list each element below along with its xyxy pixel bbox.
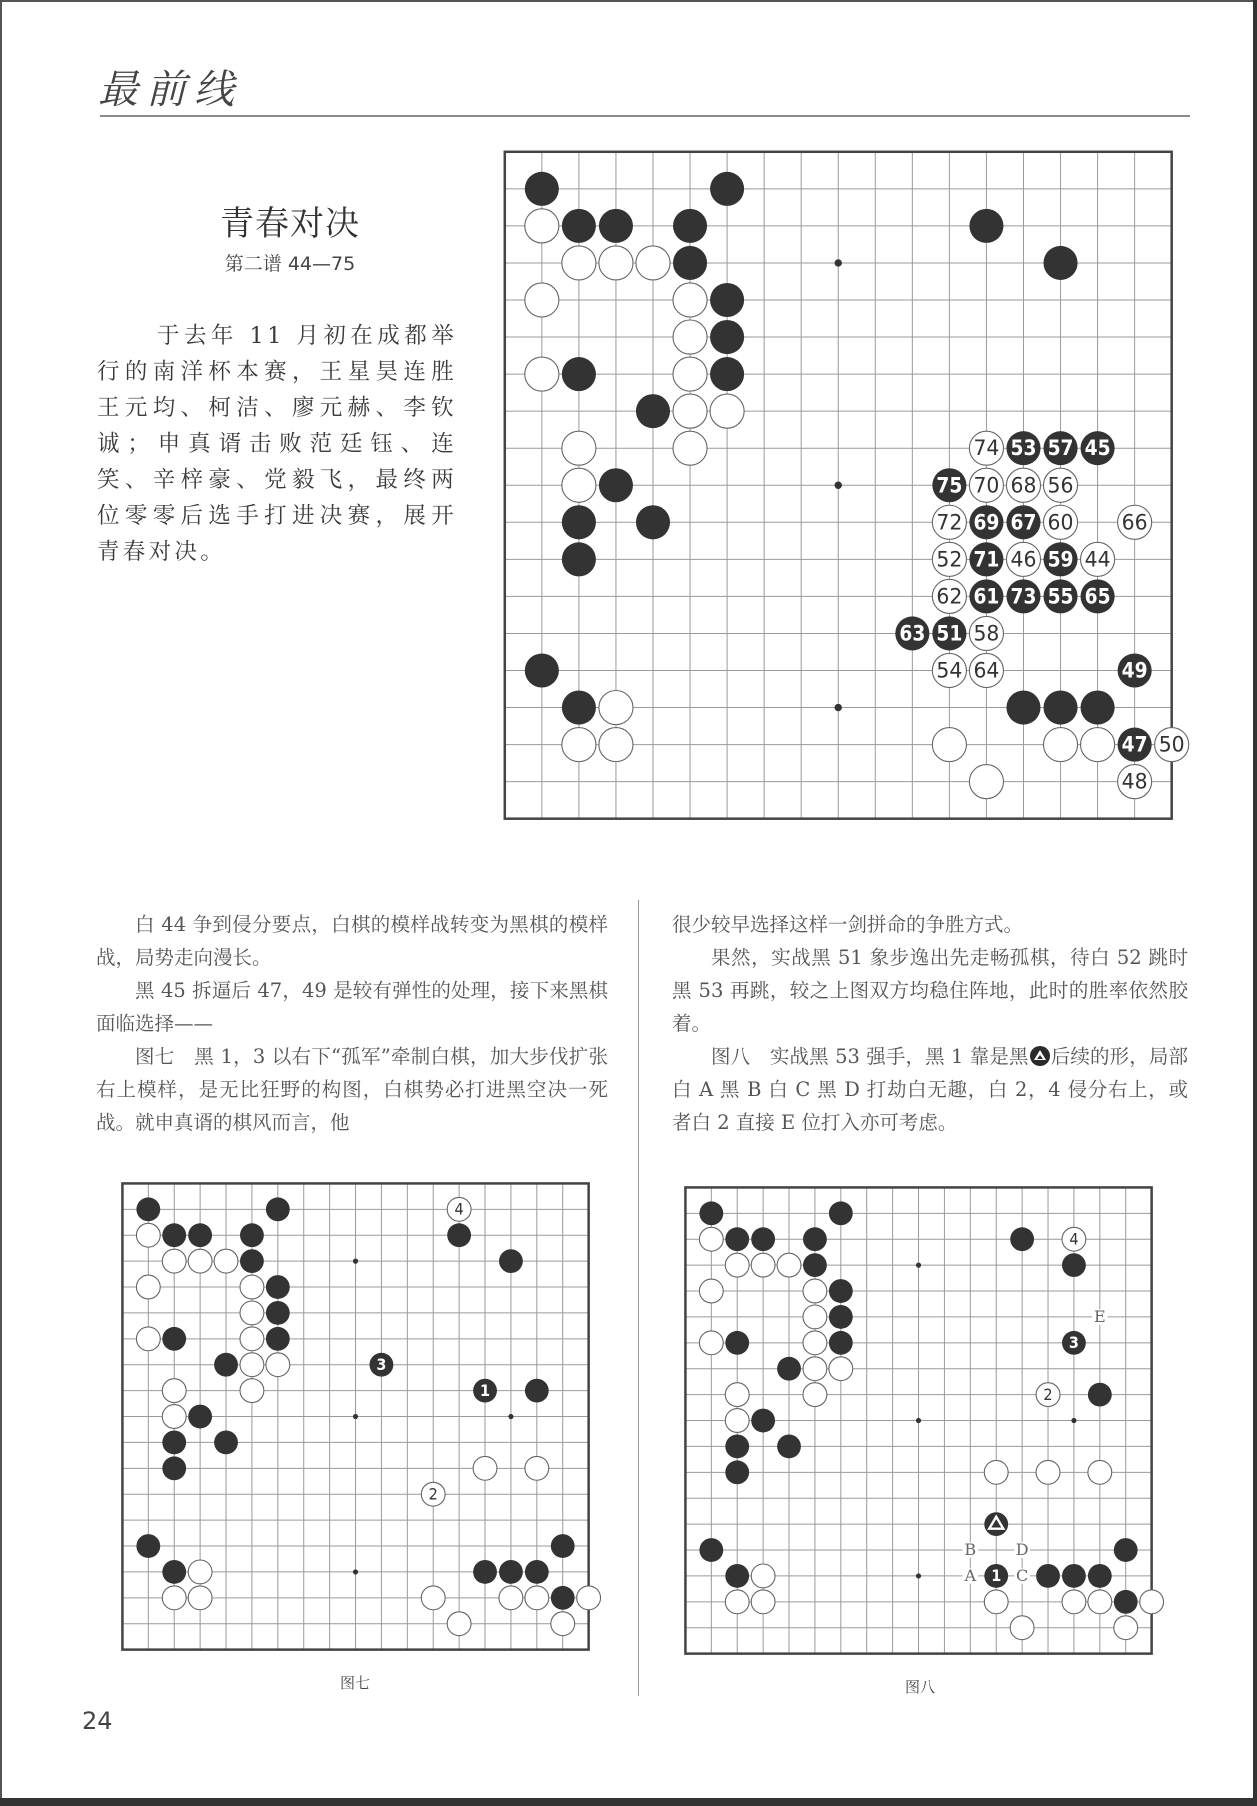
svg-text:55: 55 — [1047, 584, 1074, 610]
svg-text:52: 52 — [936, 547, 963, 573]
header-rule — [100, 115, 1190, 117]
text-fragment: 后续的形，局部白 A 黑 B 白 C 黑 D 打劫白无趣，白 2，4 侵分右上，或者白 2 直接 E 位打入亦可考虑。 — [672, 1045, 1188, 1134]
svg-text:46: 46 — [1010, 547, 1037, 573]
svg-text:45: 45 — [1084, 436, 1111, 462]
body-paragraph — [672, 1040, 1188, 1139]
svg-text:3: 3 — [1068, 1332, 1079, 1352]
figure-8-caption: 图八 — [904, 1678, 935, 1696]
svg-text:57: 57 — [1047, 436, 1074, 462]
svg-text:D: D — [1015, 1539, 1029, 1559]
svg-text:72: 72 — [936, 510, 963, 536]
column-title: 最前线 — [98, 67, 242, 113]
body-paragraph: 白 44 争到侵分要点，白棋的模样战转变为黑棋的模样战，局势走向漫长。 — [96, 913, 608, 969]
go-board-figure-7 — [103, 1164, 608, 1669]
page-number: 24 — [82, 1707, 113, 1735]
svg-text:69: 69 — [973, 510, 1000, 536]
svg-text:62: 62 — [936, 584, 963, 610]
page-frame-top — [0, 0, 1257, 2]
board-svg — [477, 124, 1199, 846]
figure-7-caption: 图七 — [339, 1674, 370, 1692]
svg-text:48: 48 — [1121, 769, 1148, 795]
svg-text:4: 4 — [454, 1199, 464, 1219]
svg-text:59: 59 — [1047, 547, 1074, 573]
page-frame-bottom — [0, 1798, 1257, 1806]
svg-text:E: E — [1093, 1306, 1106, 1326]
article-title: 青春对决 — [220, 204, 360, 244]
svg-text:65: 65 — [1084, 584, 1111, 610]
go-board-main — [477, 124, 1199, 846]
body-column-left — [96, 908, 608, 1139]
text-fragment: 图八 实战黑 53 强手，黑 1 靠是黑 — [711, 1045, 1029, 1068]
body-paragraph: 很少较早选择这样一剑拼命的争胜方式。 — [672, 913, 1024, 936]
svg-text:4: 4 — [1068, 1228, 1079, 1248]
intro-paragraph: 于去年 11 月初在成都举行的南洋杯本赛，王星昊连胜王元均、柯洁、廖元赫、李钦诚；申真谞击败范廷钰、连笑、辛梓豪、党毅飞，最终两位零零后选手打进决赛，展开青春对决。 — [97, 323, 457, 565]
body-paragraph: 黑 45 拆逼后 47，49 是较有弹性的处理，接下来黑棋面临选择—— — [96, 979, 608, 1035]
svg-text:2: 2 — [428, 1483, 438, 1503]
svg-text:1: 1 — [990, 1565, 1001, 1585]
triangle-stone-icon — [1030, 1046, 1050, 1066]
board-svg — [666, 1168, 1171, 1673]
article-subtitle: 第二谱 44—75 — [224, 253, 356, 275]
svg-text:1: 1 — [479, 1380, 490, 1400]
svg-text:56: 56 — [1047, 473, 1074, 499]
svg-text:70: 70 — [973, 473, 1000, 499]
svg-text:63: 63 — [899, 621, 926, 647]
svg-text:58: 58 — [973, 621, 1000, 647]
svg-text:53: 53 — [1010, 436, 1037, 462]
svg-text:2: 2 — [1042, 1384, 1053, 1404]
svg-text:60: 60 — [1047, 510, 1074, 536]
page-frame-left — [0, 0, 2, 1806]
svg-text:66: 66 — [1121, 510, 1148, 536]
svg-text:49: 49 — [1121, 658, 1148, 684]
svg-text:C: C — [1015, 1565, 1028, 1585]
svg-text:A: A — [964, 1565, 976, 1585]
svg-text:50: 50 — [1158, 732, 1185, 758]
page-frame-right — [1253, 0, 1257, 1806]
svg-text:75: 75 — [936, 473, 963, 499]
svg-text:B: B — [963, 1539, 976, 1559]
svg-text:67: 67 — [1010, 510, 1037, 536]
svg-text:61: 61 — [973, 584, 1000, 610]
svg-text:64: 64 — [973, 658, 1000, 684]
svg-text:47: 47 — [1121, 732, 1148, 758]
column-divider — [638, 900, 639, 1696]
svg-text:51: 51 — [936, 621, 963, 647]
svg-text:73: 73 — [1010, 584, 1037, 610]
svg-text:71: 71 — [973, 547, 1000, 573]
go-board-figure-8 — [666, 1168, 1171, 1673]
svg-text:44: 44 — [1084, 547, 1111, 573]
svg-text:74: 74 — [973, 436, 1000, 462]
body-column-right — [672, 908, 1188, 1139]
svg-text:3: 3 — [375, 1354, 387, 1374]
svg-text:68: 68 — [1010, 473, 1037, 499]
board-svg — [103, 1164, 608, 1669]
body-paragraph: 图七 黑 1，3 以右下“孤军”牵制白棋，加大步伐扩张右上模样，是无比狂野的构图，白棋势必打进黑空决一死战。就申真谞的棋风而言，他 — [96, 1045, 608, 1134]
body-paragraph: 果然，实战黑 51 象步逸出先走畅孤棋，待白 52 跳时黑 53 再跳，较之上图双方均稳住阵地，此时的胜率依然胶着。 — [672, 946, 1188, 1035]
svg-text:54: 54 — [936, 658, 963, 684]
